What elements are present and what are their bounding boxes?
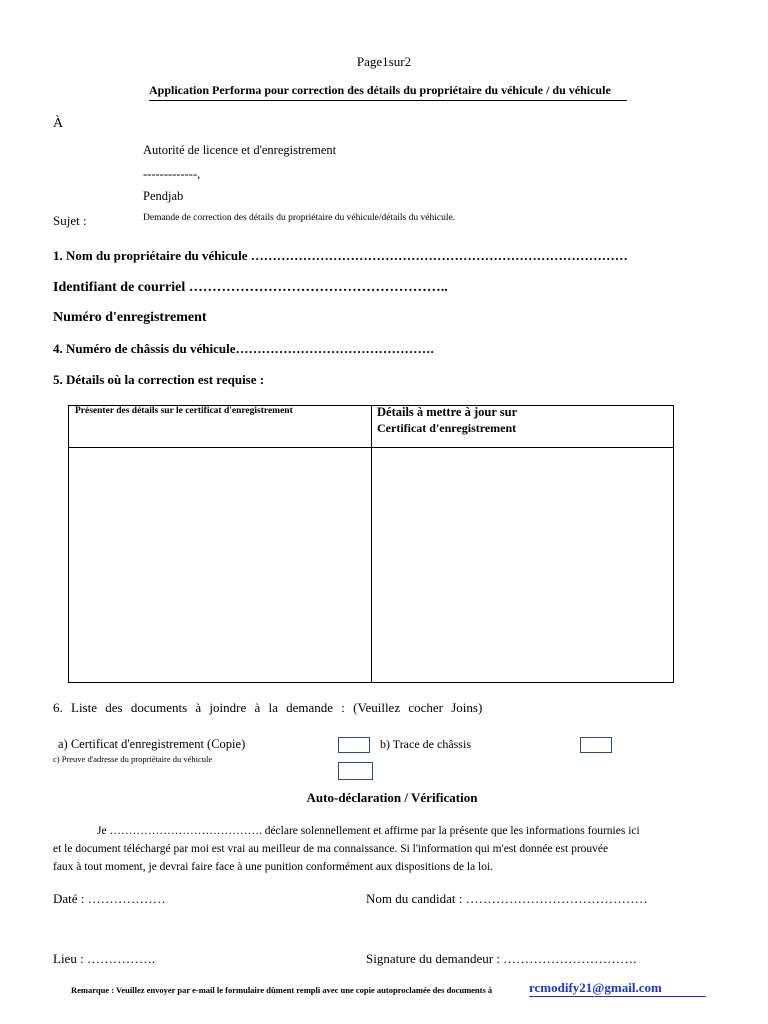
- checkbox-registration-certificate[interactable]: [338, 737, 370, 753]
- declaration-title: Auto-déclaration / Vérification: [306, 790, 478, 805]
- declaration-line-1: Je …………………………………. déclare solennellement et affirme par la présente que les informations fournies ici: [97, 825, 640, 837]
- address-line-authority: Autorité de licence et d'enregistrement: [143, 143, 337, 157]
- date-field: Daté : ………………: [53, 891, 166, 906]
- email-underline: [529, 996, 706, 997]
- details-heading: 5. Détails où la correction est requise :: [53, 372, 265, 387]
- form-title: Application Performa pour correction des détails du propriétaire du véhicule / du véhicule: [149, 83, 611, 97]
- checkbox-address-proof[interactable]: [338, 762, 373, 780]
- declaration-line-2: et le document téléchargé par moi est vrai au meilleur de ma connaissance. Si l'information qui m'est donnée est prouvée: [53, 843, 609, 855]
- table-header-updated-details: Détails à mettre à jour sur: [377, 405, 518, 419]
- address-to: À: [53, 116, 64, 131]
- contact-email-link[interactable]: rcmodify21@gmail.com: [529, 980, 662, 995]
- registration-field: Numéro d'enregistrement: [53, 310, 207, 325]
- table-header-current-details: Présenter des détails sur le certificat d'enregistrement: [75, 406, 293, 416]
- subject-text: Demande de correction des détails du propriétaire du véhicule/détails du véhicule.: [143, 213, 456, 223]
- title-underline: [149, 100, 627, 101]
- document-item-chassis-trace: b) Trace de châssis: [380, 737, 471, 751]
- correction-details-table: [68, 405, 674, 683]
- owner-name-field: 1. Nom du propriétaire du véhicule ……………………………………………………………………………: [53, 248, 628, 263]
- document-item-registration-certificate: a) Certificat d'enregistrement (Copie): [58, 737, 246, 751]
- applicant-name-field: Nom du candidat : ……………………………………: [366, 891, 648, 906]
- email-field: Identifiant de courriel ………………………………………………..: [53, 280, 448, 295]
- chassis-field: 4. Numéro de châssis du véhicule……………………………………….: [53, 341, 434, 356]
- document-item-address-proof: c) Preuve d'adresse du propriétaire du véhicule: [53, 754, 213, 764]
- address-line-blank: -------------,: [143, 167, 201, 181]
- declaration-line-3: faux à tout moment, je devrai faire face à une punition conformément aux dispositions de la loi.: [53, 861, 494, 873]
- page-number: Page1sur2: [356, 54, 412, 69]
- address-line-region: Pendjab: [143, 189, 184, 203]
- checkbox-chassis-trace[interactable]: [580, 737, 612, 753]
- table-header-certificate: Certificat d'enregistrement: [377, 421, 517, 435]
- signature-field: Signature du demandeur : ………………………….: [366, 951, 637, 966]
- remark-note: Remarque : Veuillez envoyer par e-mail le formulaire dûment rempli avec une copie autoproclamée des documents à: [71, 985, 493, 995]
- documents-heading: 6. Liste des documents à joindre à la demande : (Veuillez cocher Joins): [53, 700, 483, 715]
- place-field: Lieu : …………….: [53, 951, 156, 966]
- table-column-divider: [371, 406, 372, 682]
- subject-label: Sujet :: [53, 213, 87, 228]
